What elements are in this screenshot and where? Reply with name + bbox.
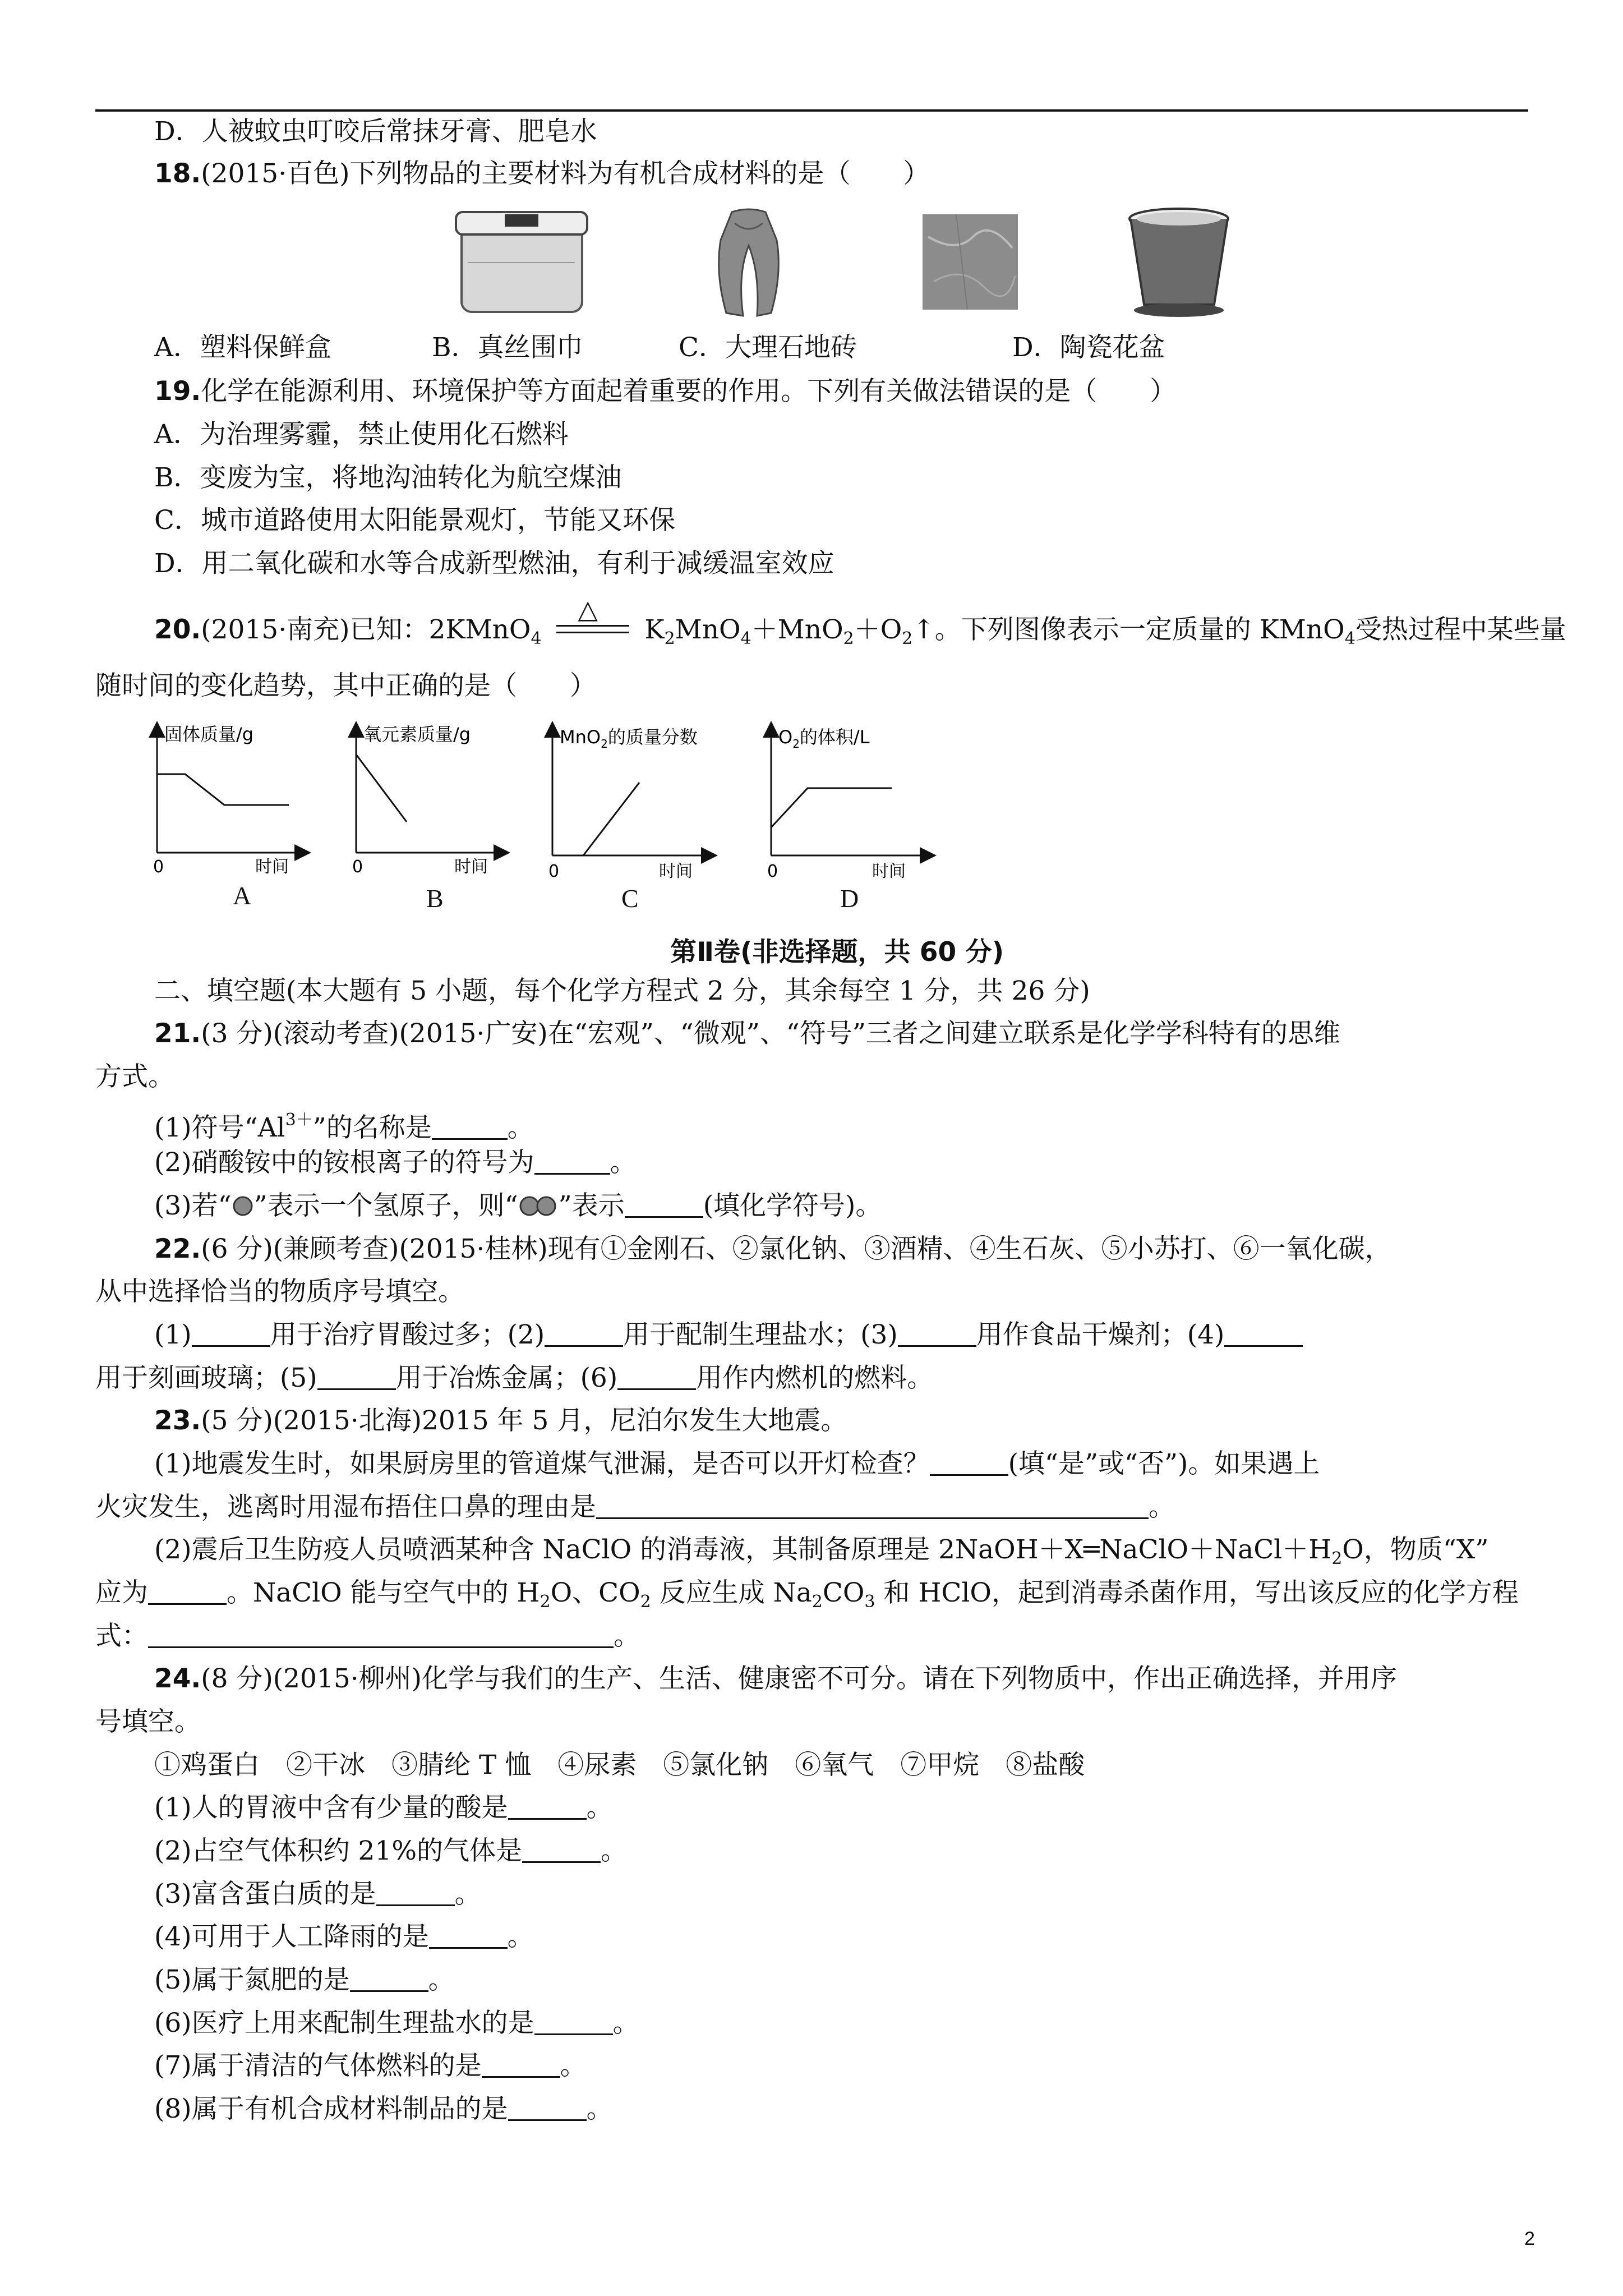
q18-option-d: D．陶瓷花盆 [1012,332,1165,363]
q24-sub7: (7)属于清洁的气体燃料的是 。 [154,2050,587,2081]
heat-equals-sign: △ [556,620,629,643]
page-number: 2 [1524,2228,1535,2249]
q21-part1: (1)符号“$Al^{3+}$”的名称是 。 [154,1110,534,1143]
q20-stem-line2: 随时间的变化趋势，其中正确的是（ ） [95,670,596,701]
q19-option-c: C．城市道路使用太阳能景观灯，节能又环保 [154,505,675,536]
graph-b-origin: 0 [352,857,363,875]
q24-stem-line2: 号填空。 [95,1706,201,1737]
q24-sub4: (4)可用于人工降雨的是 。 [154,1921,534,1952]
answer-blank[interactable] [617,1365,696,1390]
q22-stem-line1: 22.(6 分)(兼顾考查)(2015·桂林)现有①金刚石、②氯化钠、③酒精、④生石灰、⑤小苏打、⑥一氧化碳， [154,1234,1391,1264]
q23-part2-line3: 式： 。 [95,1621,640,1651]
answer-blank[interactable] [534,1149,610,1175]
marble-tile-image [923,214,1018,310]
answer-blank[interactable] [432,1115,508,1140]
q21-part3: (3)若“ ”表示一个氢原子，则“ ”表示 (填化学符号)。 [154,1190,882,1221]
graph-b-xlabel: 时间 [454,857,488,875]
hydrogen-molecule-icon [518,1195,559,1217]
graph-d [757,718,937,881]
q24-sub1: (1)人的胃液中含有少量的酸是 。 [154,1792,613,1823]
answer-blank[interactable] [192,1322,270,1347]
graph-c-curve [583,783,639,855]
graph-d-xlabel: 时间 [872,862,906,881]
answer-blank[interactable] [930,1451,1008,1476]
answer-blank[interactable] [508,2096,587,2121]
q24-stem-line1: 24.(8 分)(2015·柳州)化学与我们的生产、生活、健康密不可分。请在下列物质中，作出正确选择，并用序 [154,1663,1398,1694]
q24-sub5: (5)属于氮肥的是 。 [154,1964,455,1995]
q19-option-a: A．为治理雾霾，禁止使用化石燃料 [154,419,569,450]
answer-blank[interactable] [508,1795,587,1820]
answer-blank[interactable] [148,1623,614,1648]
answer-blank[interactable] [522,1838,601,1863]
graph-c [538,718,718,881]
answer-blank[interactable] [148,1580,227,1605]
graph-c-origin: 0 [548,862,560,881]
q24-sub6: (6)医疗上用来配制生理盐水的是 。 [154,2008,639,2039]
q24-sub8: (8)属于有机合成材料制品的是 。 [154,2093,613,2124]
plastic-box-image [451,206,592,316]
q21-stem-line2: 方式。 [95,1061,174,1092]
q19-option-b: B．变废为宝，将地沟油转化为航空煤油 [154,462,622,493]
graph-a-xlabel: 时间 [255,857,289,875]
q18-option-b: B．真丝围巾 [432,332,583,363]
answer-blank[interactable] [898,1322,976,1347]
q23-stem: 23.(5 分)(2015·北海)2015 年 5 月，尼泊尔发生大地震。 [154,1405,847,1436]
q19-option-d: D．用二氧化碳和水等合成新型燃油，有利于减缓温室效应 [154,548,834,579]
q24-items: ①鸡蛋白 ②干冰 ③腈纶 T 恤 ④尿素 ⑤氯化钠 ⑥氧气 ⑦甲烷 ⑧盐酸 [154,1750,1085,1780]
answer-blank[interactable] [317,1365,396,1390]
q23-part2-line2: 应为 。NaClO 能与空气中的 $H_2O$、$CO_2$ 反应生成 $Na_2CO_3$ 和 HClO，起到消毒杀菌作用，写出该反应的化学方程 [95,1577,1519,1612]
q18-option-a: A．塑料保鲜盒 [154,332,331,363]
q24-sub2: (2)占空气体积约 21%的气体是 。 [154,1835,627,1866]
ceramic-pot-image [1127,206,1231,319]
header-rule [95,109,1528,112]
answer-blank[interactable] [1224,1322,1303,1347]
graph-d-ylabel: $O_2$的体积/L [778,726,870,751]
answer-blank[interactable] [376,1881,455,1906]
silk-scarf-image [704,206,794,319]
hydrogen-atom-icon [232,1195,254,1217]
q18-option-c: C．大理石地砖 [679,332,857,363]
graph-a [143,718,311,875]
answer-blank[interactable] [350,1967,428,1992]
answer-blank[interactable] [534,2010,613,2035]
q23-part1-line2: 火灾发生，逃离时用湿布捂住口鼻的理由是 。 [95,1492,1175,1522]
answer-blank[interactable] [429,1924,508,1949]
answer-blank[interactable] [482,2053,560,2078]
q23-part1-line1: (1)地震发生时，如果厨房里的管道煤气泄漏，是否可以开灯检查？ (填“是”或“否”)。如果遇上 [154,1448,1320,1479]
q24-sub3: (3)富含蛋白质的是 。 [154,1879,481,1910]
q19-stem: 19.化学在能源利用、环境保护等方面起着重要的作用。下列有关做法错误的是（ ） [154,376,1177,407]
graph-b [342,718,510,875]
graph-b-ylabel: 氧元素质量/g [363,724,471,745]
q20-stem-line1: 20.(2015·南充)已知：2KMnO$_4$ △ $K_2MnO_4+MnO_2+O_2↑$。下列图像表示一定质量的 KMnO$_4$受热过程中某些量 [154,594,1566,648]
graph-a-curve [157,774,289,805]
graph-c-ylabel: MnO$_2$的质量分数 [560,726,698,751]
graph-d-curve [771,788,892,827]
q22-stem-line2: 从中选择恰当的物质序号填空。 [95,1276,464,1307]
graph-a-letter: A [233,881,252,910]
graph-b-curve [356,754,407,822]
graph-d-letter: D [840,884,859,913]
graph-a-origin: 0 [153,857,164,875]
graph-d-origin: 0 [767,862,778,881]
graph-b-letter: B [426,884,444,913]
section-2-heading: 二、填空题(本大题有 5 小题，每个化学方程式 2 分，其余每空 1 分，共 26 分) [154,976,1090,1006]
answer-blank[interactable] [625,1193,703,1218]
q17-option-d: D．人被蚊虫叮咬后常抹牙膏、肥皂水 [154,116,597,147]
graph-c-letter: C [621,884,639,913]
q18-stem: 18.(2015·百色)下列物品的主要材料为有机合成材料的是（ ） [154,158,930,189]
q22-blanks-line1: (1) 用于治疗胃酸过多；(2) 用于配制生理盐水；(3) 用作食品干燥剂；(4) [154,1318,1303,1352]
q23-part2-line1: (2)震后卫生防疫人员喷洒某种含 NaClO 的消毒液，其制备原理是 $2NaOH+X═NaClO+NaCl+H_2O$，物质“X” [154,1534,1489,1568]
graph-a-ylabel: 固体质量/g [164,724,254,745]
q21-part2: (2)硝酸铵中的铵根离子的符号为 。 [154,1147,637,1178]
answer-blank[interactable] [596,1494,1149,1519]
q21-stem-line1: 21.(3 分)(滚动考查)(2015·广安)在“宏观”、“微观”、“符号”三者之间建立联系是化学学科特有的思维 [154,1018,1340,1049]
part2-title: 第Ⅱ卷(非选择题，共 60 分) [670,937,1004,968]
q22-blanks-line2: 用于刻画玻璃；(5) 用于冶炼金属；(6) 用作内燃机的燃料。 [95,1363,934,1393]
graph-c-xlabel: 时间 [659,862,693,881]
answer-blank[interactable] [545,1322,623,1347]
